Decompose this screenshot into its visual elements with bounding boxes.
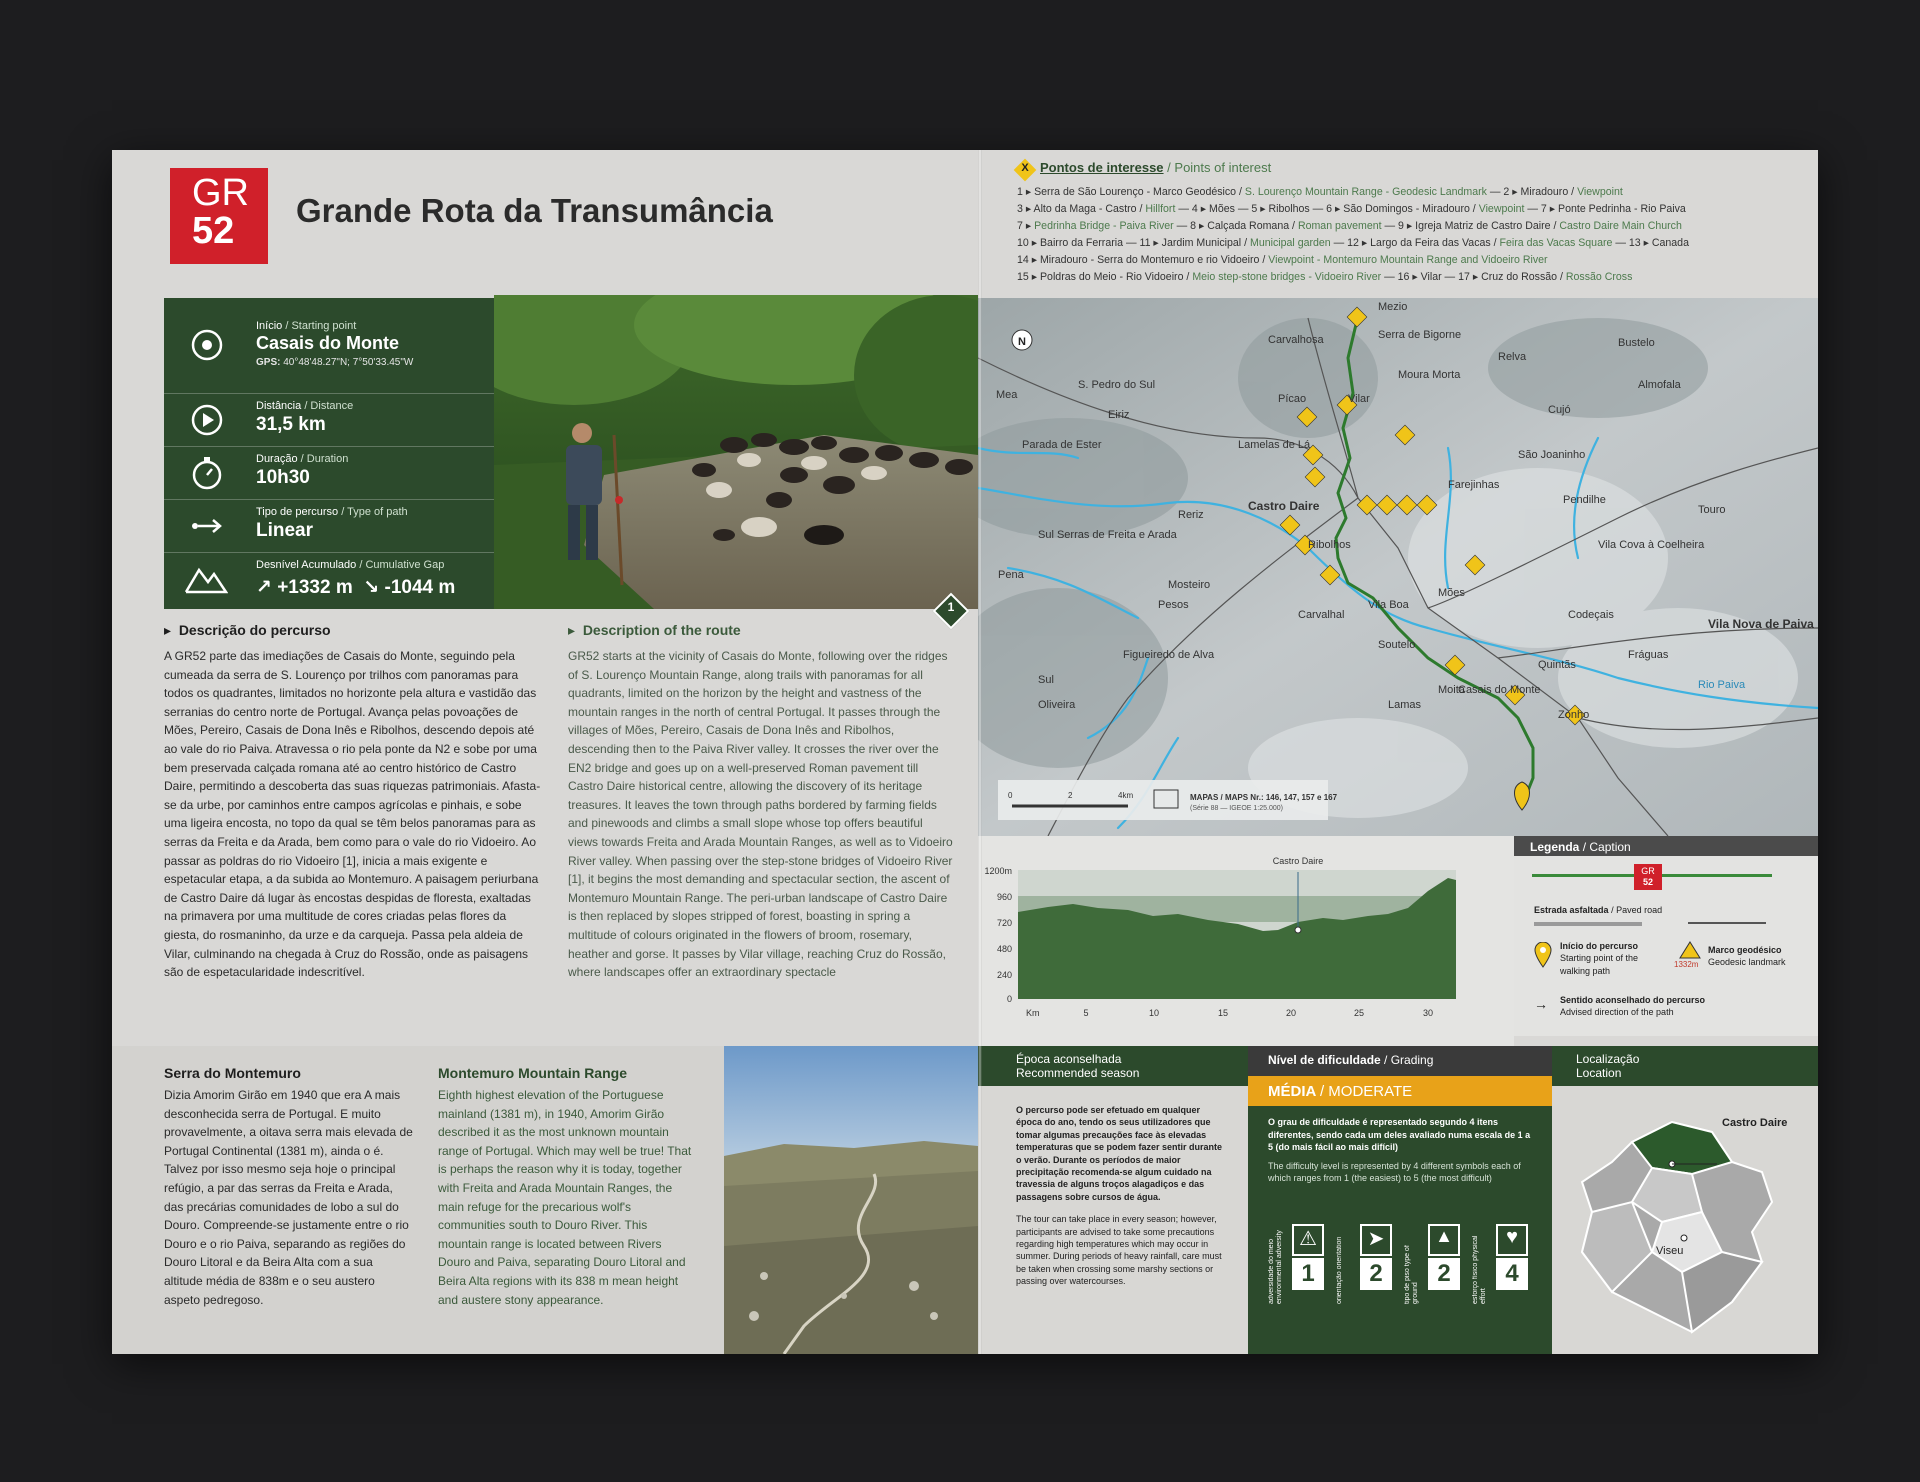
svg-text:10: 10 [1148,1008,1160,1018]
map-place-label: Rio Paiva [1698,679,1746,691]
map-place-label: Pesos [1158,599,1189,611]
svg-text:5: 5 [1083,1008,1089,1018]
map-place-label: Eiriz [1108,409,1130,421]
poi-line: 7 ▸ Pedrinha Bridge - Paiva River — 8 ▸ Calçada Romana / Roman pavement — 9 ▸ Igreja Matriz de Castro Daire / Castro Daire Main Church [1017,220,1682,232]
map-place-label: Mões [1438,587,1465,599]
montemuro-photo [724,1046,978,1354]
map-place-label: Pícao [1278,393,1307,405]
road-sample [1688,922,1766,924]
start-row: Início / Starting point Casais do Monte GPS: 40°48'48.27"N; 7°50'33.45"W [164,298,494,394]
gap-down: -1044 m [384,577,456,598]
map-place-label: Zonho [1558,709,1590,721]
compass-icon: ➤ [1360,1224,1392,1256]
desc-en-text: GR52 starts at the vicinity of Casais do Monte, following over the ridges of S. Lourenço Mountain Range, along trails with panoramas for all quadrants, limited on the horizon by the height and vastness of the mountain ranges in the north of central Portugal. It passes through the villages of Mões, Pereiro, Casais de Dona Inês and Ribolhos, descending then to the Paiva River valley. It crosses the river over the EN2 bridge and goes up on a well-preserved Roman pavement till Castro Daire historical centre, allowing the discovery of its heritage treasures. It leaves the town through paths bordered by farming fields and pinewoods and climbs a small slope whose top offers beautiful views towards Freita and Arada Mountain Ranges, as well as to Vidoeiro River valley. When passing over the step-stone bridges of Vidoeiro River [1], it begins the most demanding and spectacular section, the ascent of Montemuro Mountain Range. The peri-urban landscape of Castro Daire is then replaced by slopes stripped of forest, boasting in spring a multitude of colours originated in the flowers of broom, rosemary, heather and gorse. It passes by Vilar village, reaching Cruz do Rossão, where landscapes offer an extraordinary spectacle [568,649,953,980]
svg-text:480: 480 [996,944,1012,954]
season-text-pt: O percurso pode ser efetuado em qualquer época do ano, tendo os seus utilizadores que tomar algumas precauções face às elevadas temperaturas que se podem fazer sentir durante o verão. Durante os períodos de maior precipitação recomenda-se algum cuidado na travessia de alguns troços alagadiços e das passagens sobre cursos de água. [1016,1105,1223,1202]
type-row: Tipo de percurso / Type of path Linear [164,499,494,553]
map-place-label: Casais do Monte [1458,684,1541,696]
poi-line: 10 ▸ Bairro da Ferraria — 11 ▸ Jardim Municipal / Municipal garden — 12 ▸ Largo da Feira das Vacas / Feira das Vacas Square — 13 ▸ Canada [1017,237,1689,249]
mountain-icon [184,562,228,596]
desc-en-heading: ▸ Description of the route [568,622,741,638]
map-place-label: Oliveira [1038,699,1076,711]
warning-icon: ⚠ [1292,1224,1324,1256]
map-place-label: Carvalhosa [1268,334,1324,346]
map-place-label: Pena [998,569,1024,581]
map-place-label: Serra de Bigorne [1378,329,1462,341]
map-place-label: Relva [1498,351,1527,363]
grade-score: 2 [1360,1258,1392,1290]
map-place-label: Mea [996,389,1018,401]
route-map [978,298,1818,836]
goats-photo [494,295,978,609]
desc-pt-heading: ▸ Descrição do percurso [164,622,331,638]
landmark-icon [1678,940,1702,960]
svg-text:MAPAS / MAPS Nr.: 146, 147, 15: MAPAS / MAPS Nr.: 146, 147, 157 e 167 [1190,793,1338,802]
map-place-label: Lamelas de Lá [1238,439,1311,451]
distance-row: Distância / Distance 31,5 km [164,393,494,447]
map-place-label: Reriz [1178,509,1204,521]
duration-value: 10h30 [256,467,310,488]
fold-line [978,150,982,1354]
map-place-label: Farejinhas [1448,479,1500,491]
map-place-label: Cujó [1548,404,1571,416]
map-place-label: Moura Morta [1398,369,1461,381]
shoe-icon: ▲ [1428,1224,1460,1256]
svg-text:2: 2 [1068,791,1073,800]
grade-score: 4 [1496,1258,1528,1290]
map-place-label: Mezio [1378,301,1408,313]
grade-item: adversidade do meio environmental adversity ⚠ 1 [1268,1214,1334,1314]
map-place-label: Sul [1038,674,1054,686]
type-value: Linear [256,520,314,541]
distance-value: 31,5 km [256,414,326,435]
map-place-label: Carvalhal [1298,609,1345,621]
svg-text:25: 25 [1353,1008,1365,1018]
north-arrow: N [1018,336,1026,348]
gps-value: 40°48'48.27"N; 7°50'33.45"W [283,357,414,368]
svg-text:Castro Daire: Castro Daire [1722,1117,1788,1129]
serra-pt-text: Dizia Amorim Girão em 1940 que era A mais desconhecida serra de Portugal. E muito provavelmente, a oitava serra mais elevada de Portugal Continental (1381 m), ainda o é. Talvez por isso mesmo seja hoje o principal refúgio, a par das serras da Freita e Arada, das precárias comunidades de lobo a sul do Douro. Compreende-se justamente entre o rio Douro e o rio Paiva, separando as regiões do Douro Litoral e da Beira Alta com a sua altitude média de 838m e o seu austero aspeto pedregoso. [164,1088,413,1307]
map-place-label: Parada de Ester [1022,439,1102,451]
poi-line: 1 ▸ Serra de São Lourenço - Marco Geodésico / S. Lourenço Mountain Range - Geodesic Landmark — 2 ▸ Miradouro / Viewpoint [1017,186,1623,198]
svg-text:Km: Km [1026,1008,1040,1018]
target-icon [190,328,224,362]
svg-text:Castro Daire: Castro Daire [1272,856,1324,866]
svg-text:0: 0 [1006,994,1012,1004]
grade-score: 2 [1428,1258,1460,1290]
svg-text:4km: 4km [1118,791,1134,800]
legend-title: Legenda / Caption [1514,836,1818,856]
map-place-label: Codeçais [1568,609,1614,621]
grade-item: esforço físico physical effort ♥ 4 [1472,1214,1538,1314]
map-place-label: Moita [1438,684,1465,696]
svg-text:960: 960 [996,892,1012,902]
map-place-label: Bustelo [1618,337,1655,349]
heart-icon: ♥ [1496,1224,1528,1256]
svg-text:240: 240 [996,970,1012,980]
map-place-label: S. Pedro do Sul [1078,379,1156,391]
page-title: Grande Rota da Transumância [296,192,773,229]
grade-level: MÉDIA / MODERATE [1248,1076,1552,1106]
map-place-label: Touro [1698,504,1726,516]
poi-line: 14 ▸ Miradouro - Serra do Montemuro e rio Vidoeiro / Viewpoint - Montemuro Mountain Range and Vidoeiro River [1017,254,1548,266]
stopwatch-icon [190,456,224,490]
map-place-label: Vila Boa [1368,599,1409,611]
map-place-label: Ribolhos [1308,539,1351,551]
map-place-label: Fráguas [1628,649,1669,661]
brochure-page: GR 52 Grande Rota da Transumância Início / Starting point Casais do Monte GPS: 40°48'48.27"N; 7°50'33.45"W Distância / Distance 31,5 km Duração / Duration 10h30 Tipo de percurso / Type of path Linear Desnível Acumulado / Cumulative Gap ↗ +1332 m ↘ -1044 m 1 ▸ Descrição do percurso A GR52 parte das imediações de Casais do Monte, seguindo pela cumeada da serra de S. Lourenço por trilhos com panoramas para todos os quadrantes, limitados no horizonte pela altura e vastidão das serranias do centro norte de Portugal. Avança pelas povoações de Mões, Pereiro, Casais de Dona Inês e Ribolhos, descendo depois até ao vale do rio Paiva. Atravessa o rio pela ponte da N2 e sobe por uma bem preservada calçada romana até ao centro histórico de Castro Daire, permitindo a descoberta das suas riquezas patrimoniais. Afasta-se da urbe, por caminhos entre campos agrícolas e pinhais, e sobe uma ligeira encosta, no topo da qual se têm belos panoramas para as serras da Freita e da Arada, bem como para o vale do rio Vidoeiro. Ao passar as poldras do rio Vidoeiro [1], inicia a mais exigente e espetacular etapa, a da subida ao Montemuro. A paisagem periurbana de Castro Daire dá lugar às encostas despidas de floresta, exaltadas na primavera por uma multitude de cores criadas pelas flores da giesta, do rosmaninho, da urze e da carqueja. Passa pela aldeia de Vilar, culminando na chegada à Cruz do Rossão, onde as paisagens são de espetacularidade indescritível. ▸ Description of the route GR52 starts at the vicinity of Casais do Monte, following over the ridges of S. Lourenço Mountain Range, along trails with panoramas for all quadrants, limited on the horizon by the height and vastness of the mountain ranges in the north of central Portugal. It passes through the villages of Mões, Pereiro, Casais de Dona Inês and Ribolhos, descending then to the Paiva River valley. It crosses the river over the EN2 bridge and goes up on a well-preserved Roman pavement till Castro Daire historical centre, allowing the discovery of its heritage treasures. It leaves the town through paths bordered by farming fields and pinewoods and climbs a small slope whose top offers beautiful views towards Freita and Arada Mountain Ranges, as well as to Vidoeiro River valley. When passing over the step-stone bridges of Vidoeiro River [1], it begins the most demanding and spectacular section, the ascent of Montemuro Mountain Range. The peri-urban landscape of Castro Daire is then replaced by slopes stripped of forest, boasting in spring a multitude of colours originated in the flowers of broom, rosemary, heather and gorse. It passes by Vilar village, reaching Cruz do Rossão, where landscapes offer an extraordinary spectacle Serra do Montemuro Dizia Amorim Girão em 1940 que era A mais desconhecida serra de Portugal. E muito provavelmente, a oitava serra mais elevada de Portugal Continental (1381 m), ainda o é. Talvez por isso mesmo seja hoje o principal refúgio, a par das serras da Freita e Arada, das precárias comunidades de lobo a sul do Douro. Compreende-se justamente entre o rio Douro e o rio Paiva, separando as regiões do Douro Litoral e da Beira Alta com a sua altitude média de 838m e o seu austero aspeto pedregoso. Montemuro Mountain Range Eighth highest elevation of the Portuguese mainland (1381 m), in 1940, Amorim Girão described it as the most unknown mountain range of Portugal. Which may well be true! That is perhaps the reason why it is today, together with Freita and Arada Mountain Ranges, the main refuge for the precarious wolf's communities south to Douro River. This mountain range is located between Rivers Douro and Paiva, separating Douro Litoral and Beira Alta regions with its 838 m mean height and austere stony appearance. X Pontos de interesse / Points of interest 1 ▸ Serra de São Lourenço - Marco Geodésico / S. Lourenço Mountain Range - Geodesic Landmark — 2 ▸ Miradouro / Viewpoint 3 ▸ Alto da Maga - Castro / Hillfort — 4 ▸ Mões — 5 ▸ Ribolhos — 6 ▸ São Domingos - Miradouro / Viewpoint — 7 ▸ Ponte Pedrinha - Rio Paiva 7 ▸ Pedrinha Bridge - Paiva River — 8 ▸ Calçada Romana / Roman pavement — 9 ▸ Igreja Matriz de Castro Daire / Castro Daire Main Church 10 ▸ Bairro da Ferraria — 11 ▸ Jardim Municipal / Municipal garden — 12 ▸ Largo da Feira das Vacas / Feira das Vacas Square — 13 ▸ Canada 14 ▸ Miradouro - Serra do Montemuro e rio Vidoeiro / Viewpoint - Montemuro Mountain Range and Vidoeiro River 15 ▸ Poldras do Meio - Rio Vidoeiro / Meio step-stone bridges - Vidoeiro River — 16 ▸ Vilar — 17 ▸ Cruz do Rossão / Rossão Cross N Mezio Carvalhosa Serra de Bigorne Moura Morta Relva Bustelo Almofala Mea S. Pedro do Sul Pícao Vilar Cujó Eiriz Parada de Ester Lamelas de Lá São Joaninho Farejinhas Reriz Castro Daire Pendilhe Touro Sul Serras de Freita e Arada Ribolhos Vila Cova à Coelheira Mosteiro Mões Pena Vila Boa Pesos Carvalhal Codeçais Vila Nova de Paiva Soutelo Figueiredo de Alva Fráguas Sul Quintãs Casais do Monte Oliveira Lamas Moita Zonho Rio Paiva 0 2 4km MAPAS / MAPS Nr.: 146, 147, 157 e 167 (Série 88 — IGEOE 1:25.000) Castro Daire 1200m 960 720 480 240 0 Km 5 10 15 20 25 30 Legenda / Caption GR 52 Estrada asfaltada / Paved road Início do percurso Starting point of the walking path 1332m Marco geodésico Geodesic landmark → Sentido aconselhado do percurso Advised direction of the path Época aconselhada Recommended season O percurso pode ser efetuado em qualquer época do ano, tendo os seus utilizadores que tomar algumas precauções face às elevadas temperaturas que se podem fazer sentir durante o verão. Durante os períodos de maior precipitação recomenda-se algum cuidado na travessia de alguns troços alagadiços e das passagens sobre cursos de água. The tour can take place in every season; however, participants are advised to take some precautions regarding high temperatures which may occur in summer. During periods of heavy rainfall, care must be taken when crossing some marshy sections or passing over watercourses. Nível de dificuldade / Grading MÉDIA / MODERATE O grau de dificuldade é representado segundo 4 itens diferentes, sendo cada um deles avaliado numa escala de 1 a 5 (do mais fácil ao mais difícil) The difficulty level is represented by 4 different symbols each of which ranges from 1 (the easiest) to 5 (the most difficult) adversidade do meio environmental adversity ⚠ 1 orientação orientation ➤ 2 tipo de piso type of ground ▲ 2 esforço físico physical effort ♥ 4 Localização Location Castro Daire Viseu [112,150,1818,1354]
location-map [1572,1102,1802,1342]
gap-row: Desnível Acumulado / Cumulative Gap ↗ +1332 m ↘ -1044 m [164,552,494,609]
map-place-label: Vila Nova de Paiva [1708,617,1814,631]
grade-score: 1 [1292,1258,1324,1290]
grading-panel: Nível de dificuldade / Grading MÉDIA / MODERATE O grau de dificuldade é representado segundo 4 itens diferentes, sendo cada um deles avaliado numa escala de 1 a 5 (do mais fácil ao mais difícil) The difficulty level is represented by 4 different symbols each of which ranges from 1 (the easiest) to 5 (the most difficult) adversidade do meio environmental adversity ⚠ 1 orientação orientation ➤ 2 tipo de piso type of ground ▲ 2 esforço físico physical effort ♥ 4 [1248,1046,1552,1354]
start-pin-icon [1534,942,1552,968]
grade-item: orientação orientation ➤ 2 [1336,1214,1402,1314]
serra-en-text: Eighth highest elevation of the Portuguese mainland (1381 m), in 1940, Amorim Girão described it as the most unknown mountain range of Portugal. Which may well be true! That is perhaps the reason why it is today, together with Freita and Arada Mountain Ranges, the main refuge for the precarious wolf's communities south to Douro River. This mountain range is located between Rivers Douro and Paiva, separating Douro Litoral and Beira Alta regions with its 838 m mean height and austere stony appearance. [438,1088,692,1307]
start-value: Casais do Monte [256,333,400,353]
map-place-label: Almofala [1638,379,1681,391]
direction-arrow-icon: → [1534,996,1548,1012]
duration-row: Duração / Duration 10h30 [164,446,494,500]
arrow-right-icon [190,509,224,543]
poi-line: 15 ▸ Poldras do Meio - Rio Vidoeiro / Meio step-stone bridges - Vidoeiro River — 16 ▸ Vilar — 17 ▸ Cruz do Rossão / Rossão Cross [1017,271,1633,283]
map-place-label: Vilar [1348,393,1370,405]
serra-en-heading: Montemuro Mountain Range [438,1065,627,1081]
svg-text:20: 20 [1285,1008,1297,1018]
svg-text:15: 15 [1217,1008,1229,1018]
season-panel: Época aconselhada Recommended season O percurso pode ser efetuado em qualquer época do ano, tendo os seus utilizadores que tomar algumas precauções face às elevadas temperaturas que se podem fazer sentir durante o verão. Durante os períodos de maior precipitação recomenda-se algum cuidado na travessia de alguns troços alagadiços e das passagens sobre cursos de água. The tour can take place in every season; however, participants are advised to take some precautions regarding high temperatures which may occur in summer. During periods of heavy rainfall, care must be taken when crossing some marshy sections or passing over watercourses. [978,1046,1248,1354]
poi-line: 3 ▸ Alto da Maga - Castro / Hillfort — 4 ▸ Mões — 5 ▸ Ribolhos — 6 ▸ São Domingos - Miradouro / Viewpoint — 7 ▸ Ponte Pedrinha - Rio Paiva [1017,203,1686,215]
map-place-label: Figueiredo de Alva [1123,649,1215,661]
svg-text:0: 0 [1008,791,1013,800]
map-place-label: Lamas [1388,699,1422,711]
map-place-label: Mosteiro [1168,579,1211,591]
grade-item: tipo de piso type of ground ▲ 2 [1404,1214,1470,1314]
gr52-logo: GR 52 [170,168,268,264]
gap-up: +1332 m [277,577,353,598]
map-legend: Legenda / Caption GR 52 Estrada asfaltada / Paved road Início do percurso Starting point of the walking path 1332m Marco geodésico Geodesic landmark → Sentido aconselhado do percurso Advised direction of the path [1514,836,1818,1036]
arrow-down-icon: ↘ [363,577,380,598]
play-icon [190,403,224,437]
desc-pt-text: A GR52 parte das imediações de Casais do Monte, seguindo pela cumeada da serra de S. Lourenço por trilhos com panoramas para todos os quadrantes, limitados no horizonte pela altura e vastidão das serranias do centro norte de Portugal. Avança pelas povoações de Mões, Pereiro, Casais de Dona Inês e Ribolhos, descendo depois até ao vale do rio Paiva. Atravessa o rio pela ponte da N2 e sobe por uma bem preservada calçada romana até ao centro histórico de Castro Daire, permitindo a descoberta das suas riquezas patrimoniais. Afasta-se da urbe, por caminhos entre campos agrícolas e pinhais, e sobe uma ligeira encosta, no topo da qual se têm belos panoramas para as serras da Freita e da Arada, bem como para o vale do rio Vidoeiro. Ao passar as poldras do rio Vidoeiro [1], inicia a mais exigente e espetacular etapa, a da subida ao Montemuro. A paisagem periurbana de Castro Daire dá lugar às encostas despidas de floresta, exaltadas na primavera por uma multitude de cores criadas pelas flores da giesta, do rosmaninho, da urze e da carqueja. Passa pela aldeia de Vilar, culminando na chegada à Cruz do Rossão, onde as paisagens são de espetacularidade indescritível. [164,649,541,980]
map-place-label: Castro Daire [1248,499,1320,513]
location-panel: Localização Location Castro Daire Viseu [1552,1046,1818,1354]
elevation-profile [978,836,1514,1046]
poi-title: Pontos de interesse / Points of interest [1040,160,1272,175]
map-place-label: Pendilhe [1563,494,1606,506]
season-text-en: The tour can take place in every season; however, participants are advised to take some precautions regarding high temperatures which may occur in summer. During periods of heavy rainfall, care must be taken when crossing some marshy sections or passing over watercourses. [1016,1214,1222,1287]
map-place-label: São Joaninho [1518,449,1586,461]
svg-text:Viseu: Viseu [1656,1245,1684,1257]
map-place-label: Quintãs [1538,659,1576,671]
paved-road-sample [1534,922,1642,926]
gap-values [256,576,455,599]
map-place-label: Soutelo [1378,639,1416,651]
serra-pt-heading: Serra do Montemuro [164,1065,301,1081]
svg-text:1200m: 1200m [984,866,1012,876]
grade-items [1268,1214,1538,1334]
map-place-label: Sul Serras de Freita e Arada [1038,529,1177,541]
svg-text:720: 720 [996,918,1012,928]
arrow-up-icon: ↗ [256,577,272,598]
svg-text:30: 30 [1422,1008,1434,1018]
map-place-label: Vila Cova à Coelheira [1598,539,1705,551]
route-info-box [164,298,494,609]
svg-text:(Série 88 — IGEOE 1:25.000): (Série 88 — IGEOE 1:25.000) [1190,805,1283,812]
gr-mini-logo: GR 52 [1634,864,1662,890]
